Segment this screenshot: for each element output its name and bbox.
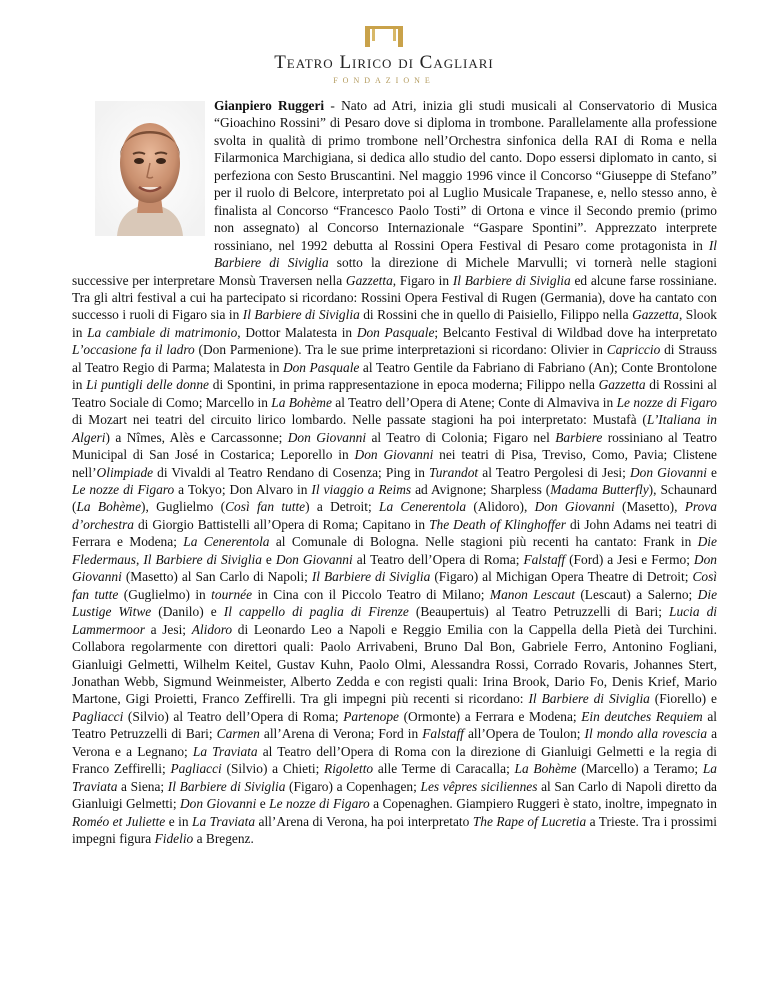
bio-text: di Rossini che in quello di Paisiello, Filippo nella: [359, 307, 633, 323]
bio-text: , Slook in: [72, 307, 718, 340]
work-title: Le nozze di Figaro: [616, 394, 717, 410]
work-title: Don Giovanni: [72, 551, 717, 585]
bio-text: al Teatro dell’Opera di Atene; Conte di Almaviva in: [331, 394, 617, 410]
work-title: Don Giovanni: [275, 551, 353, 567]
work-title: tournée: [211, 586, 253, 602]
bio-text: (Danilo) e: [151, 604, 224, 620]
bio-text: e: [261, 551, 276, 567]
bio-text: a Verona e a Legnano;: [72, 726, 718, 759]
bio-text: ) a Detroit;: [305, 499, 379, 515]
work-title: Capriccio: [606, 342, 661, 358]
work-title: Così fan tutte: [225, 499, 306, 515]
work-title: L’occasione fa il ladro: [72, 342, 195, 358]
bio-text: di Spontini, in prima rappresentazione in epoca moderna; Filippo nella: [209, 377, 599, 393]
bio-text: (Masetto) al San Carlo di Napoli;: [121, 569, 312, 585]
bio-text: (Silvio) a Chieti;: [221, 761, 325, 777]
bio-text: in Cina con il Piccolo Teatro di Milano;: [252, 586, 490, 602]
work-title: Carmen: [216, 726, 260, 742]
gold-curtain-icon: [363, 24, 405, 48]
bio-text: al Teatro Petruzzelli di Bari;: [72, 708, 717, 742]
bio-text: di John Adams nei teatri di Ferrara e Modena;: [72, 516, 717, 550]
bio-text: al Teatro di Colonia; Figaro nel: [366, 429, 556, 445]
work-title: Turandot: [429, 464, 479, 480]
bio-text: di Vivaldi al Teatro Rendano di Cosenza; Ping in: [153, 464, 430, 480]
bio-text: , Dottor Malatesta in: [237, 324, 357, 340]
work-title: Don Giovanni: [354, 447, 434, 463]
work-title: La Bohème: [76, 499, 142, 515]
bio-text: all’Arena di Verona; Ford in: [259, 726, 423, 742]
bio-text: (Beaupertuis) al Teatro Petruzzelli di Bari;: [408, 604, 670, 620]
work-title: La Cenerentola: [183, 534, 270, 550]
bio-text: ; Belcanto Festival di Wildbad dove ha interpretato: [434, 324, 718, 340]
work-title: Il viaggio a Reims: [311, 481, 412, 497]
bio-text: (Alidoro),: [466, 499, 535, 515]
work-title: Gazzetta: [632, 307, 679, 323]
work-title: Il Barbiere di Siviglia: [311, 569, 431, 585]
work-title: Don Giovanni: [629, 464, 707, 480]
bio-text: ) a Nîmes, Alès e Carcassonne;: [105, 429, 288, 445]
bio-text: di Rossini al Teatro Sociale di Como; Marcello in: [72, 377, 718, 410]
bio-text: - Nato ad Atri, inizia gli studi musicali al Conservatorio di Musica “Gioachino Rossini” di Pesaro dove si diploma in trombone. Parallelamente alla professione svolta in qualità di primo trombone nell’Orchestra sinfonica della RAI di Roma e nella Filarmonica Marchigiana, si dedica allo studio del canto. Dopo essersi diplomato in canto, si perfeziona con Sesto Bruscantini. Nel maggio 1996 vince il Concorso “Giuseppe di Stefano” per il ruolo di Belcore, interpretato poi al Luglio Musicale Trapanese, e, nello stesso anno, è finalista al Concorso “Francesco Paolo Tosti” di Ortona e vince il Secondo premio (primo non assegnato) al Concorso Internazionale “Gaspare Spontini”. Apprezzato interprete rossiniano, nel 1992 debutta al Rossini Opera Festival di Pesaro come protagonista in: [214, 98, 718, 253]
work-title: Manon Lescaut: [489, 586, 575, 602]
work-title: Barbiere: [555, 429, 603, 445]
bio-text: rossiniano al Teatro Municipal di San José in Costarica; Leporello in: [72, 429, 717, 463]
bio-text: a Bregenz.: [193, 831, 254, 847]
bio-text: alle Terme di Caracalla;: [373, 761, 515, 777]
work-title: Il cappello di paglia di Firenze: [223, 604, 409, 620]
letterhead: [0, 0, 768, 90]
bio-text: di Strauss al Teatro Regio di Parma; Malatesta in: [72, 342, 717, 375]
bio-text: all’Opera de Toulon;: [463, 726, 585, 742]
bio-text: (Guglielmo) in: [118, 586, 212, 602]
work-title: Il Barbiere di Siviglia: [242, 307, 360, 323]
bio-text: e: [256, 796, 270, 812]
bio-text: al Teatro Pergolesi di Jesi;: [478, 464, 630, 480]
bio-text: al Teatro Gentile da Fabriano di Fabriano (An); Conte Brontolone in: [72, 359, 718, 393]
bio-text: a Siena;: [117, 778, 168, 794]
logo-subtitle: FONDAZIONE: [333, 76, 435, 85]
work-title: Ein deutches Requiem: [581, 708, 703, 724]
bio-text: e: [706, 464, 717, 480]
work-title: La Traviata: [72, 761, 718, 794]
bio-text: (Silvio) al Teatro dell’Opera di Roma;: [123, 708, 344, 724]
work-title: Olimpiade: [96, 464, 154, 480]
bio-text: a Jesi;: [144, 621, 192, 637]
work-title: Il Barbiere di Siviglia: [143, 551, 262, 567]
logo-title: Teatro Lirico di Cagliari: [274, 52, 494, 73]
work-title: La Bohème: [514, 761, 577, 777]
work-title: Don Giovanni: [180, 796, 257, 812]
work-title: Roméo et Juliette: [72, 813, 166, 829]
bio-text: (Masetto),: [614, 499, 685, 515]
work-title: La Traviata: [192, 743, 258, 759]
work-title: Rigoletto: [324, 761, 374, 777]
work-title: The Rape of Lucretia: [472, 813, 587, 829]
bio-text: e in: [165, 813, 193, 829]
bio-text: ed alcune farse rossiniane. Tra gli altri festival a cui ha partecipato si ricordano: Rossini Opera Festival di Rugen (Germania), dove ha cantato con successo i ruoli di Figaro sia in: [72, 272, 717, 323]
work-title: La Bohème: [271, 394, 332, 410]
bio-text: al Teatro dell’Opera di Roma con la direzione di Gianluigi Gelmetti e la regia di Franco Zeffirelli;: [72, 743, 717, 777]
work-title: Il mondo alla rovescia: [584, 726, 708, 742]
work-title: The Death of Klinghoffer: [429, 516, 566, 532]
work-title: Lucia di Lammermoor: [72, 604, 717, 637]
bio-text: nei teatri di Pisa, Treviso, Como, Pavia; Clistene nell’: [72, 447, 717, 480]
bio-text: all’Arena di Verona, ha poi interpretato: [255, 813, 473, 829]
bio-text: (Don Parmenione). Tra le sue prime interpretazioni si ricordano: Olivier in: [194, 342, 607, 358]
bio-text: sotto la direzione di Michele Marvulli; vi tornerà nelle stagioni successive per interpretare Monsù Traversen nella: [72, 255, 718, 288]
work-title: Don Giovanni: [534, 499, 615, 515]
bio-text: (Ormonte) a Ferrara e Modena;: [399, 708, 582, 724]
work-title: Pagliacci: [72, 708, 124, 724]
bio-text: a Tokyo; Don Alvaro in: [174, 481, 312, 497]
bio-text: (Lescaut) a Salerno;: [574, 586, 698, 602]
work-title: Il Barbiere di Siviglia: [528, 691, 650, 707]
work-title: Falstaff: [422, 726, 464, 742]
bio-text: ad Avignone; Sharpless (: [411, 481, 551, 497]
work-title: Don Pasquale: [356, 324, 435, 340]
work-title: Alidoro: [191, 621, 233, 637]
artist-name: Gianpiero Ruggeri: [214, 98, 325, 113]
work-title: Die Lustige Witwe: [72, 586, 718, 620]
work-title: Fidelio: [154, 831, 194, 847]
work-title: Gazzetta: [598, 377, 646, 393]
work-title: Don Giovanni: [287, 429, 367, 445]
bio-text: al Teatro dell’Opera di Roma;: [352, 551, 524, 567]
work-title: Prova d’orchestra: [72, 499, 717, 532]
work-title: Così fan tutte: [72, 569, 717, 602]
bio-text: di Leonardo Leo a Napoli e Reggio Emilia con la Cappella della Pietà dei Turchini. Collabora regolarmente con direttori quali: Paolo Arrivabeni, Bruno Dal Bon, Gabriele Ferro, Antonino Fogliani, Gianluigi Gelmetti, Wilhelm Keitel, Gustav Kuhn, Paolo Olmi, Alessandra Rossi, Corrado Rovaris, Johannes Stert, Jonathan Webb, Sigmund Weinmeister, Alberto Zedda e con registi quali: Irina Brook, Dario Fo, Denis Krief, Mario Martone, Gigi Proietti, Franco Zeffirelli. Tra gli impegni più recenti si ricordano:: [72, 621, 717, 707]
work-title: Les vêpres siciliennes: [420, 778, 538, 794]
bio-text: (Fiorello) e: [649, 691, 717, 707]
bio-text: (Figaro) al Michigan Opera Theatre di Detroit;: [430, 569, 693, 585]
bio-text: di Giorgio Battistelli all’Opera di Roma; Capitano in: [133, 516, 430, 532]
work-title: Die Fledermaus: [72, 534, 717, 567]
work-title: Le nozze di Figaro: [72, 481, 175, 497]
work-title: Don Pasquale: [282, 359, 360, 375]
work-title: Il Barbiere di Siviglia: [452, 272, 571, 288]
work-title: Gazzetta: [345, 272, 393, 288]
bio-text: (Ford) a Jesi e Fermo;: [565, 551, 694, 567]
work-title: Il Barbiere di Siviglia: [167, 778, 286, 794]
work-title: La cambiale di matrimonio: [87, 324, 238, 340]
work-title: Partenope: [343, 708, 399, 724]
biography-text: [72, 97, 717, 847]
work-title: L’Italiana in Algeri: [72, 412, 717, 445]
bio-text: ), Schaunard (: [72, 481, 717, 515]
work-title: Le nozze di Figaro: [269, 796, 370, 812]
work-title: La Traviata: [192, 813, 256, 829]
bio-text: (Figaro) a Copenhagen;: [285, 778, 421, 794]
bio-text: , Figaro in: [392, 272, 453, 288]
work-title: Falstaff: [523, 551, 566, 567]
bio-text: ,: [135, 551, 144, 567]
bio-text: al San Carlo di Napoli diretto da Gianluigi Gelmetti;: [72, 778, 717, 812]
work-title: Il Barbiere di Siviglia: [214, 237, 717, 271]
work-title: La Cenerentola: [379, 499, 467, 515]
bio-text: a Trieste. Tra i prossimi impegni figura: [72, 813, 718, 847]
bio-text: al Comunale di Bologna. Nelle stagioni più recenti ha cantato: Frank in: [269, 534, 698, 550]
work-title: Madama Butterfly: [550, 481, 649, 497]
bio-text: ), Guglielmo (: [141, 499, 226, 515]
work-title: Li puntigli delle donne: [86, 377, 209, 393]
work-title: Pagliacci: [170, 761, 222, 777]
bio-text: di Mozart nei teatri del circuito lirico lombardo. Nelle passate stagioni ha poi interpretato: Mustafà (: [72, 412, 647, 428]
bio-text: a Copenaghen. Giampiero Ruggeri è stato, inoltre, impegnato in: [369, 796, 717, 812]
bio-text: (Marcello) a Teramo;: [576, 761, 703, 777]
